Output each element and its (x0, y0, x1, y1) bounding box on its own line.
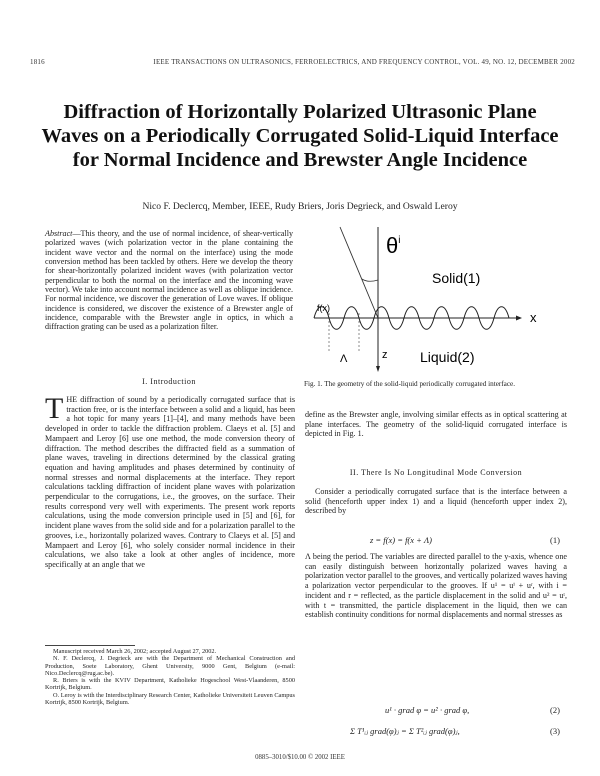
footnote-rule (45, 645, 135, 646)
lambda-label: Λ (340, 353, 348, 365)
footnote-3: O. Leroy is with the Interdisciplinary Research Center, Katholieke Universiteit Leuven Campus Kortrijk, 8500 Kortrijk, Belgium. (45, 691, 295, 707)
incident-direction-line (340, 227, 378, 318)
footnote-2: R. Briers is with the KVIV Department, Katholieke Hogeschool West-Vlaanderen, 8500 Kortrijk, Belgium. (45, 677, 295, 692)
section-heading-mode-conversion: II. There Is No Longitudinal Mode Conversion (349, 468, 523, 477)
section-2-paragraph: Consider a periodically corrugated surface that is the interface between a solid (henceforth upper index 1) and a liquid (henceforth upper index 2), described by (305, 487, 567, 516)
author-list: Nico F. Declercq, Member, IEEE, Rudy Briers, Joris Degrieck, and Oswald Leroy (142, 201, 458, 212)
equation-3: Σ T¹ᵢⱼ grad(φ)ⱼ = Σ T²ᵢⱼ grad(φ)ⱼ, (350, 726, 460, 736)
page-number: 1816 (30, 58, 45, 66)
figure-geometry (300, 225, 565, 375)
solid-label: Solid(1) (432, 270, 481, 286)
theta-label: $\theta^i$ (386, 233, 401, 258)
fx-label: f(x) (317, 303, 330, 313)
z-label: z (382, 349, 388, 361)
equation-1: z = f(x) = f(x + Λ) (370, 535, 432, 545)
journal-name: IEEE TRANSACTIONS ON ULTRASONICS, FERROELECTRICS, AND FREQUENCY CONTROL, VOL. 49, NO. 12, DECEMBER 2002 (153, 58, 575, 66)
running-header (30, 58, 575, 66)
liquid-label: Liquid(2) (420, 349, 475, 365)
equation-3-number: (3) (550, 726, 560, 736)
abstract (45, 229, 293, 332)
x-axis-arrow (516, 316, 522, 321)
angle-arc (362, 279, 378, 281)
intro-body: HE diffraction of sound by a periodically corrugated surface that is traction free, or is the interface between a solid and a liquid, has been a hot topic for many years [1]–[4], and many methods have been developed in order to tackle the diffraction problem. Claeys et al. [5] and Mampaert and Leroy [6] use one method, the mode conversion theory of diffraction. The method describes the diffracted field as a summation of plane waves, traveling in directions determined by the classical grating equation and having amplitudes and phases determined by continuity of normal stresses and normal displacements at the interface. They report calculations tackling diffraction of incident plane waves with polarization perpendicular to the corrugations, i.e., the grooves, on the surface. Their results correspond very well with experiments. The present work reports calculations, using the mode conversion principle used in [5] and [6], for incident plane waves from the solid side and for a polarization parallel to the grooves, i.e., horizontally polarized waves. Contrary to Claeys et al. [5] and Mampaert and Leroy [6], who solely consider normal incidence in their calculations, we also take a look at other angles of incidence, more specifically at an angle that we (45, 395, 295, 569)
footnote-1: N. F. Declercq, J. Degrieck are with the Department of Mechanical Construction and Production, Soete Laboratory, Ghent University, 9000 Gent, Belgium (e-mail: Nico.Declercq@rug.ac.be). (45, 655, 295, 677)
paper-title: Diffraction of Horizontally Polarized Ultrasonic Plane Waves on a Periodically Corrugated Solid-Liquid Interface for Normal Incidence and Brewster Angle Incidence (41, 101, 559, 171)
z-axis-arrow (376, 366, 380, 372)
received-note: Manuscript received March 26, 2002; accepted August 27, 2002. (53, 648, 217, 655)
right-column-continuation: define as the Brewster angle, involving similar effects as in optical scattering at plane interfaces. The geometry of the solid-liquid corrugated interface is depicted in Fig. 1. (305, 410, 567, 439)
section-2-continuation: Λ being the period. The variables are directed parallel to the y-axis, whence one can easily distinguish between horizontally polarized waves having a polarization vector parallel to the grooves, and vertically polarized waves having a polarization vector perpendicular to the grooves. If u¹ = uⁱ + uʳ, with i = incident and r = reflected, as the particle displacement in the solid and u² = uᵗ, with t = transmitted, the particle displacement in the liquid, then we can establish continuity conditions for normal displacements and normal stresses as (305, 552, 567, 620)
equation-2: u¹ · grad φ = u² · grad φ, (385, 705, 470, 715)
page-footer: 0885–3010/$10.00 © 2002 IEEE (255, 754, 345, 761)
figure-caption: Fig. 1. The geometry of the solid-liquid periodically corrugated interface. (304, 380, 516, 388)
footnotes (45, 648, 295, 706)
equation-2-number: (2) (550, 705, 560, 715)
section-heading-introduction: I. Introduction (142, 377, 196, 386)
abstract-label: Abstract (45, 229, 73, 238)
introduction-text (45, 392, 295, 570)
drop-cap: T (45, 392, 64, 425)
equation-1-number: (1) (550, 535, 560, 545)
abstract-text: —This theory, and the use of normal incidence, of shear-vertically polarized waves (wich polarization vector in the plane containing the incident wave vector and the normal on the interface) using the mode conversion method has been tackled by others. Here we develop the theory for shear-horizontally polarized incident waves (with polarization vector perpendicular to both the normal on the interface and the incoming wave vector). We take into account normal incidence as well as oblique incidence. For normal incidence, we discover the generation of Love waves. If oblique incidence is considered, we discover the existence of a Brewster angle of incidence, comparable with the Brewster angle in optics, in which a diffraction grating can be used as a polarization filter. (45, 229, 293, 332)
x-label: x (530, 310, 537, 325)
